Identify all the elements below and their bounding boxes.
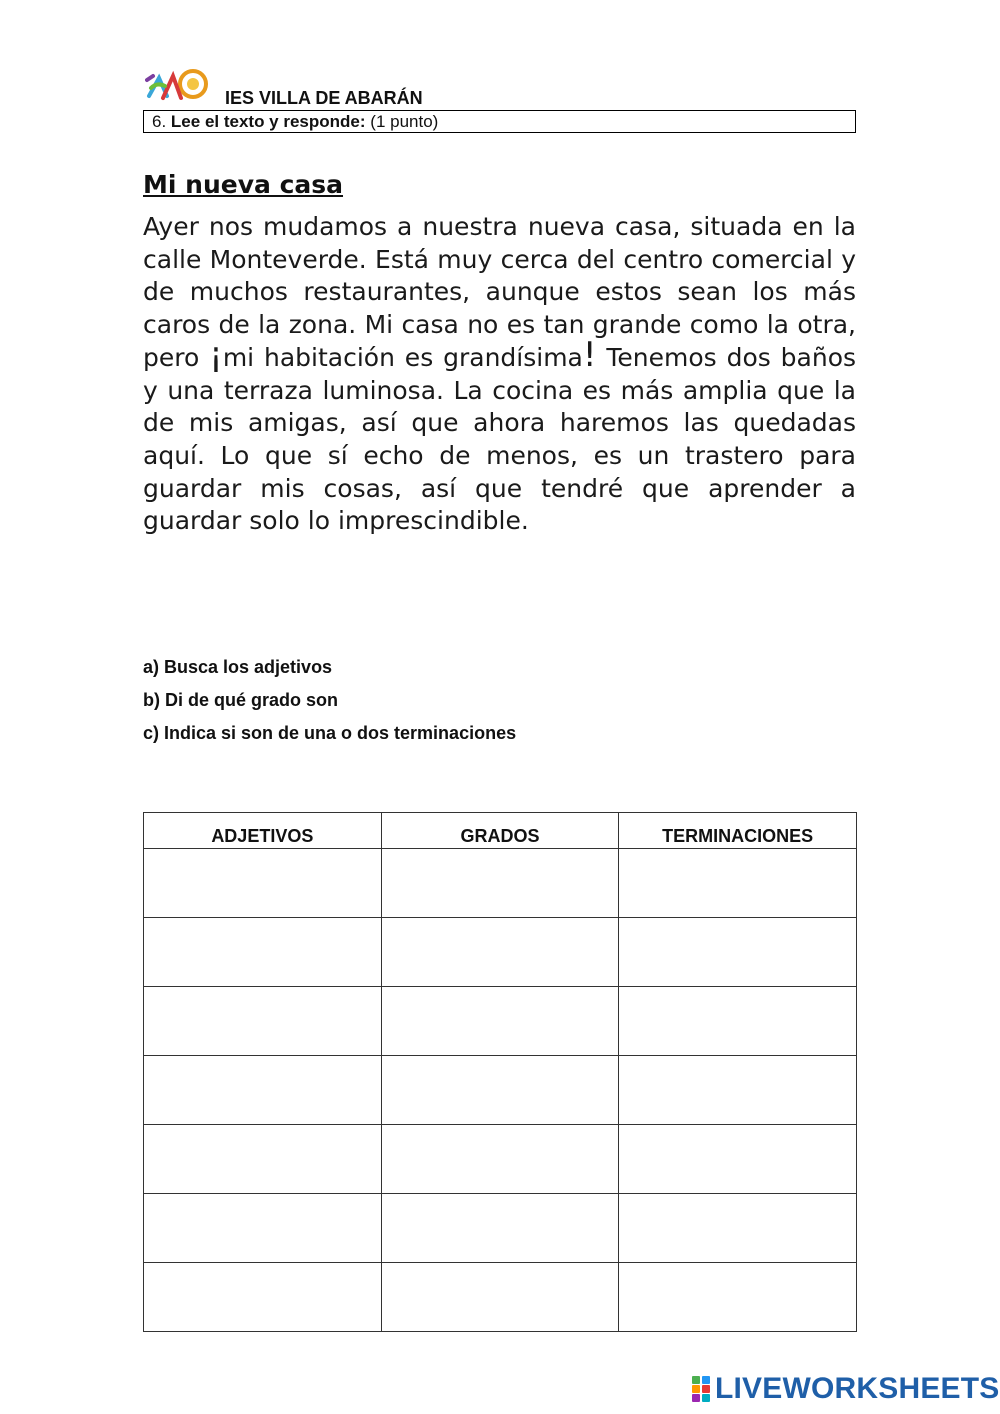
close-exclamation: !	[582, 334, 597, 375]
question-header	[143, 110, 856, 133]
answer-cell[interactable]	[144, 1194, 382, 1263]
answer-cell[interactable]	[381, 1194, 619, 1263]
table-row	[144, 1194, 857, 1263]
table-row	[144, 918, 857, 987]
reading-part-2: mi habitación es grandísima	[222, 342, 583, 372]
school-logo	[145, 66, 211, 106]
answer-cell[interactable]	[381, 849, 619, 918]
header-terminaciones: TERMINACIONES	[619, 813, 857, 849]
answer-cell[interactable]	[144, 987, 382, 1056]
answer-cell[interactable]	[144, 918, 382, 987]
table-header-row	[144, 813, 857, 849]
question-number: 6.	[152, 112, 167, 131]
question-points: (1 punto)	[370, 112, 439, 131]
answer-cell[interactable]	[381, 918, 619, 987]
table-row	[144, 849, 857, 918]
answer-cell[interactable]	[619, 1056, 857, 1125]
answer-cell[interactable]	[381, 987, 619, 1056]
school-name: IES VILLA DE ABARÁN	[225, 88, 423, 108]
table-row	[144, 1125, 857, 1194]
answer-cell[interactable]	[619, 918, 857, 987]
instruction-b: b) Di de qué grado son	[143, 690, 339, 710]
liveworksheets-logo[interactable]	[692, 1373, 1000, 1405]
instruction-c: c) Indica si son de una o dos terminaciones	[143, 723, 517, 743]
table-row	[144, 1056, 857, 1125]
answer-cell[interactable]	[619, 1125, 857, 1194]
liveworksheets-brand: LIVEWORKSHEETS	[715, 1372, 1000, 1405]
answer-cell[interactable]	[619, 849, 857, 918]
reading-part-3: Tenemos dos baños y una terraza luminosa. La cocina es más amplia que la de mis amigas, así que ahora haremos las quedadas aquí. Lo que sí echo de menos, es un trastero para guardar mis cosas, así que tendré que aprender a guardar solo lo imprescindible.	[143, 342, 857, 536]
reading-part-1: Ayer nos mudamos a nuestra nueva casa, situada en la calle Monteverde. Está muy cerca del centro comercial y de muchos restaurantes, aunque estos sean los más caros de la zona. Mi casa no es tan grande como la otra, pero	[143, 212, 856, 372]
reading-text	[143, 211, 856, 538]
answer-cell[interactable]	[144, 1056, 382, 1125]
instruction-a: a) Busca los adjetivos	[143, 657, 333, 677]
header-grados: GRADOS	[381, 813, 619, 849]
answer-cell[interactable]	[381, 1125, 619, 1194]
answer-cell[interactable]	[619, 987, 857, 1056]
answer-cell[interactable]	[144, 1125, 382, 1194]
open-exclamation: ¡	[209, 334, 223, 375]
table-row	[144, 987, 857, 1056]
answer-cell[interactable]	[381, 1056, 619, 1125]
answer-cell[interactable]	[381, 1263, 619, 1332]
answer-cell[interactable]	[144, 849, 382, 918]
table-row	[144, 1263, 857, 1332]
answer-cell[interactable]	[619, 1263, 857, 1332]
answer-cell[interactable]	[144, 1263, 382, 1332]
question-instruction: Lee el texto y responde:	[170, 112, 366, 131]
liveworksheets-icon	[692, 1374, 712, 1404]
reading-title: Mi nueva casa	[143, 170, 344, 199]
answer-cell[interactable]	[619, 1194, 857, 1263]
header-adjetivos: ADJETIVOS	[144, 813, 382, 849]
answer-table	[143, 812, 857, 1332]
